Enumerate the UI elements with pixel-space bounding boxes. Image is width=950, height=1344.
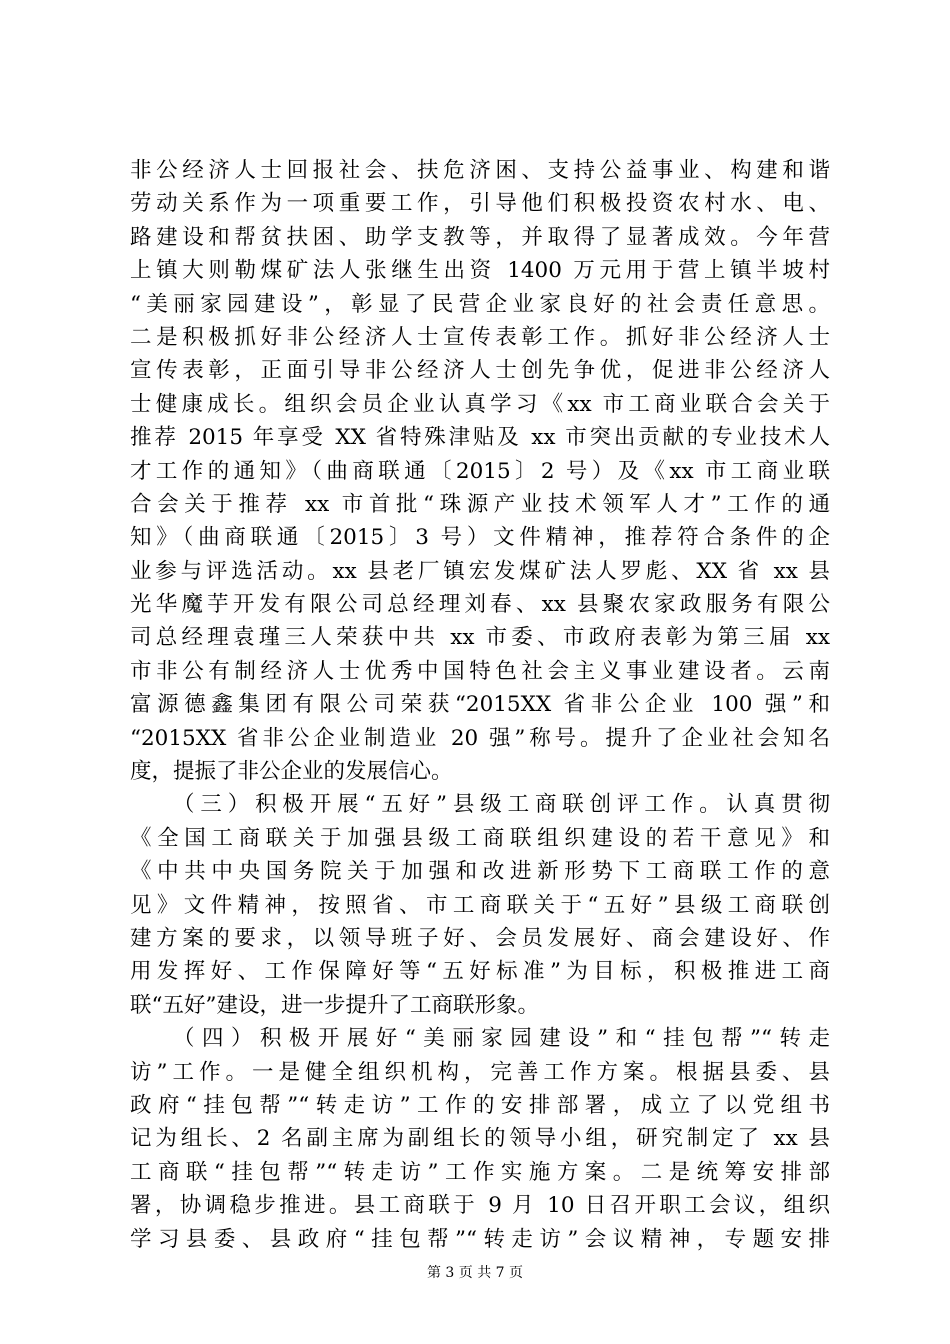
text-line: 知》（曲商联通〔2015〕3 号）文件精神，推荐符合条件的企 bbox=[130, 525, 830, 551]
text-line: 用发挥好、工作保障好等“五好标准”为目标，积极推进工商 bbox=[130, 959, 830, 985]
text-line: 上镇大则勒煤矿法人张继生出资 1400 万元用于营上镇半坡村 bbox=[130, 258, 830, 284]
text-line: 市非公有制经济人士优秀中国特色社会主义事业建设者。云南 bbox=[130, 658, 830, 684]
text-line: 度，提振了非公企业的发展信心。 bbox=[130, 759, 453, 785]
text-line: 建方案的要求，以领导班子好、会员发展好、商会建设好、作 bbox=[130, 925, 830, 951]
body-text bbox=[130, 154, 830, 1256]
text-line: 《全国工商联关于加强县级工商联组织建设的若干意见》和 bbox=[130, 825, 830, 851]
text-line: 政府“挂包帮”“转走访”工作的安排部署，成立了以党组书 bbox=[130, 1092, 830, 1118]
text-line: 署，协调稳步推进。县工商联于 9 月 10 日召开职工会议，组织 bbox=[130, 1193, 830, 1219]
text-line: 非公经济人士回报社会、扶危济困、支持公益事业、构建和谐 bbox=[130, 158, 830, 183]
text-line: “2015XX 省非公企业制造业 20 强”称号。提升了企业社会知名 bbox=[130, 725, 830, 751]
text-line: 富源德鑫集团有限公司荣获“2015XX 省非公企业 100 强”和 bbox=[130, 692, 830, 718]
text-line: 才工作的通知》（曲商联通〔2015〕2 号）及《xx 市工商业联 bbox=[130, 458, 830, 484]
text-line: 学习县委、县政府“挂包帮”“转走访”会议精神，专题安排 bbox=[130, 1226, 830, 1252]
text-line: 士健康成长。组织会员企业认真学习《xx 市工商业联合会关于 bbox=[130, 391, 830, 417]
page-footer: 第 3 页 共 7 页 bbox=[426, 1265, 524, 1281]
text-line: 光华魔芋开发有限公司总经理刘春、xx 县聚农家政服务有限公 bbox=[130, 592, 830, 618]
text-line: “美丽家园建设”，彰显了民营企业家良好的社会责任意思。 bbox=[130, 291, 830, 317]
text-line: 《中共中央国务院关于加强和改进新形势下工商联工作的意 bbox=[130, 859, 830, 885]
text-line: 路建设和帮贫扶困、助学支教等，并取得了显著成效。今年营 bbox=[130, 224, 830, 250]
text-line: 劳动关系作为一项重要工作，引导他们积极投资农村水、电、 bbox=[130, 191, 830, 217]
text-line: 合会关于推荐 xx 市首批“珠源产业技术领军人才”工作的通 bbox=[130, 491, 830, 517]
text-line: 访”工作。一是健全组织机构，完善工作方案。根据县委、县 bbox=[130, 1059, 830, 1085]
text-line: 工商联“挂包帮”“转走访”工作实施方案。二是统筹安排部 bbox=[130, 1159, 830, 1185]
text-line: （三）积极开展“五好”县级工商联创评工作。认真贯彻 bbox=[173, 792, 830, 818]
text-line: 宣传表彰，正面引导非公经济人士创先争优，促进非公经济人 bbox=[130, 358, 830, 384]
text-line: 司总经理袁瑾三人荣获中共 xx 市委、市政府表彰为第三届 xx bbox=[130, 625, 830, 651]
text-line: 见》文件精神，按照省、市工商联关于“五好”县级工商联创 bbox=[130, 892, 830, 918]
text-line: 业参与评选活动。xx 县老厂镇宏发煤矿法人罗彪、XX 省 xx 县 bbox=[130, 558, 830, 584]
text-line: 二是积极抓好非公经济人士宣传表彰工作。抓好非公经济人士 bbox=[130, 324, 830, 350]
text-line: 联“五好”建设，进一步提升了工商联形象。 bbox=[130, 992, 539, 1018]
text-line: 推荐 2015 年享受 XX 省特殊津贴及 xx 市突出贡献的专业技术人 bbox=[130, 425, 830, 451]
text-line: （四）积极开展好“美丽家园建设”和“挂包帮”“转走 bbox=[173, 1026, 830, 1052]
text-line: 记为组长、2 名副主席为副组长的领导小组，研究制定了 xx 县 bbox=[130, 1126, 830, 1152]
